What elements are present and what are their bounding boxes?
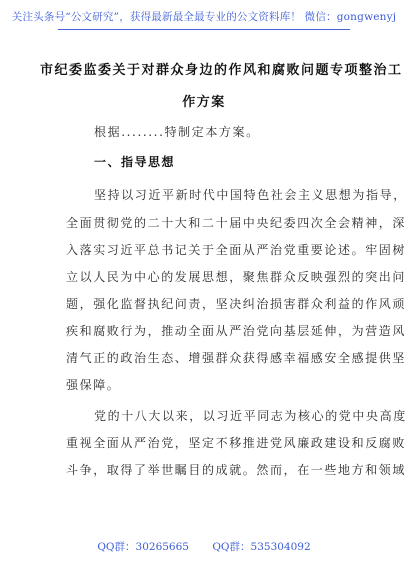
body-line: 疾和腐败行为，推动全面从严治党向基层延伸，为营造风 bbox=[66, 324, 407, 338]
document-title-line-2: 作方案 bbox=[182, 95, 226, 110]
intro-paragraph: 根据........特制定本方案。 bbox=[94, 125, 260, 139]
body-line: 入落实习近平总书记关于全面从严治党重要论述。牢固树 bbox=[66, 243, 407, 257]
footer-qq-group-1: QQ群：30265665 bbox=[97, 541, 189, 553]
body-line: 题，强化监督执纪问责，坚决纠治损害群众利益的作风顽 bbox=[66, 297, 407, 311]
body-line: 党的十八大以来，以习近平同志为核心的党中央高度 bbox=[94, 409, 407, 423]
header-promo-note: 关注头条号“公文研究”，获得最新最全最专业的公文资料库！ 微信：gongwenyj bbox=[11, 11, 397, 23]
body-line: 重视全面从严治党，坚定不移推进党风廉政建设和反腐败 bbox=[66, 436, 407, 450]
body-line: 立以人民为中心的发展思想，聚焦群众反映强烈的突出问 bbox=[66, 270, 407, 284]
body-line: 全面贯彻党的二十大和二十届中央纪委四次全会精神，深 bbox=[66, 216, 407, 230]
header-divider bbox=[58, 29, 350, 30]
body-line: 斗争，取得了举世瞩目的成就。然而，在一些地方和领域 bbox=[66, 463, 407, 477]
body-line: 清气正的政治生态、增强群众获得感幸福感安全感提供坚 bbox=[66, 351, 407, 365]
section-heading-guiding-ideology: 一、指导思想 bbox=[94, 155, 176, 169]
footer-contact bbox=[0, 539, 408, 554]
document-title-line-1: 市纪委监委关于对群众身边的作风和腐败问题专项整治工 bbox=[40, 63, 403, 78]
footer-qq-group-2: QQ群：535304092 bbox=[212, 541, 311, 553]
body-line: 强保障。 bbox=[66, 378, 121, 392]
body-line: 坚持以习近平新时代中国特色社会主义思想为指导， bbox=[94, 188, 407, 202]
